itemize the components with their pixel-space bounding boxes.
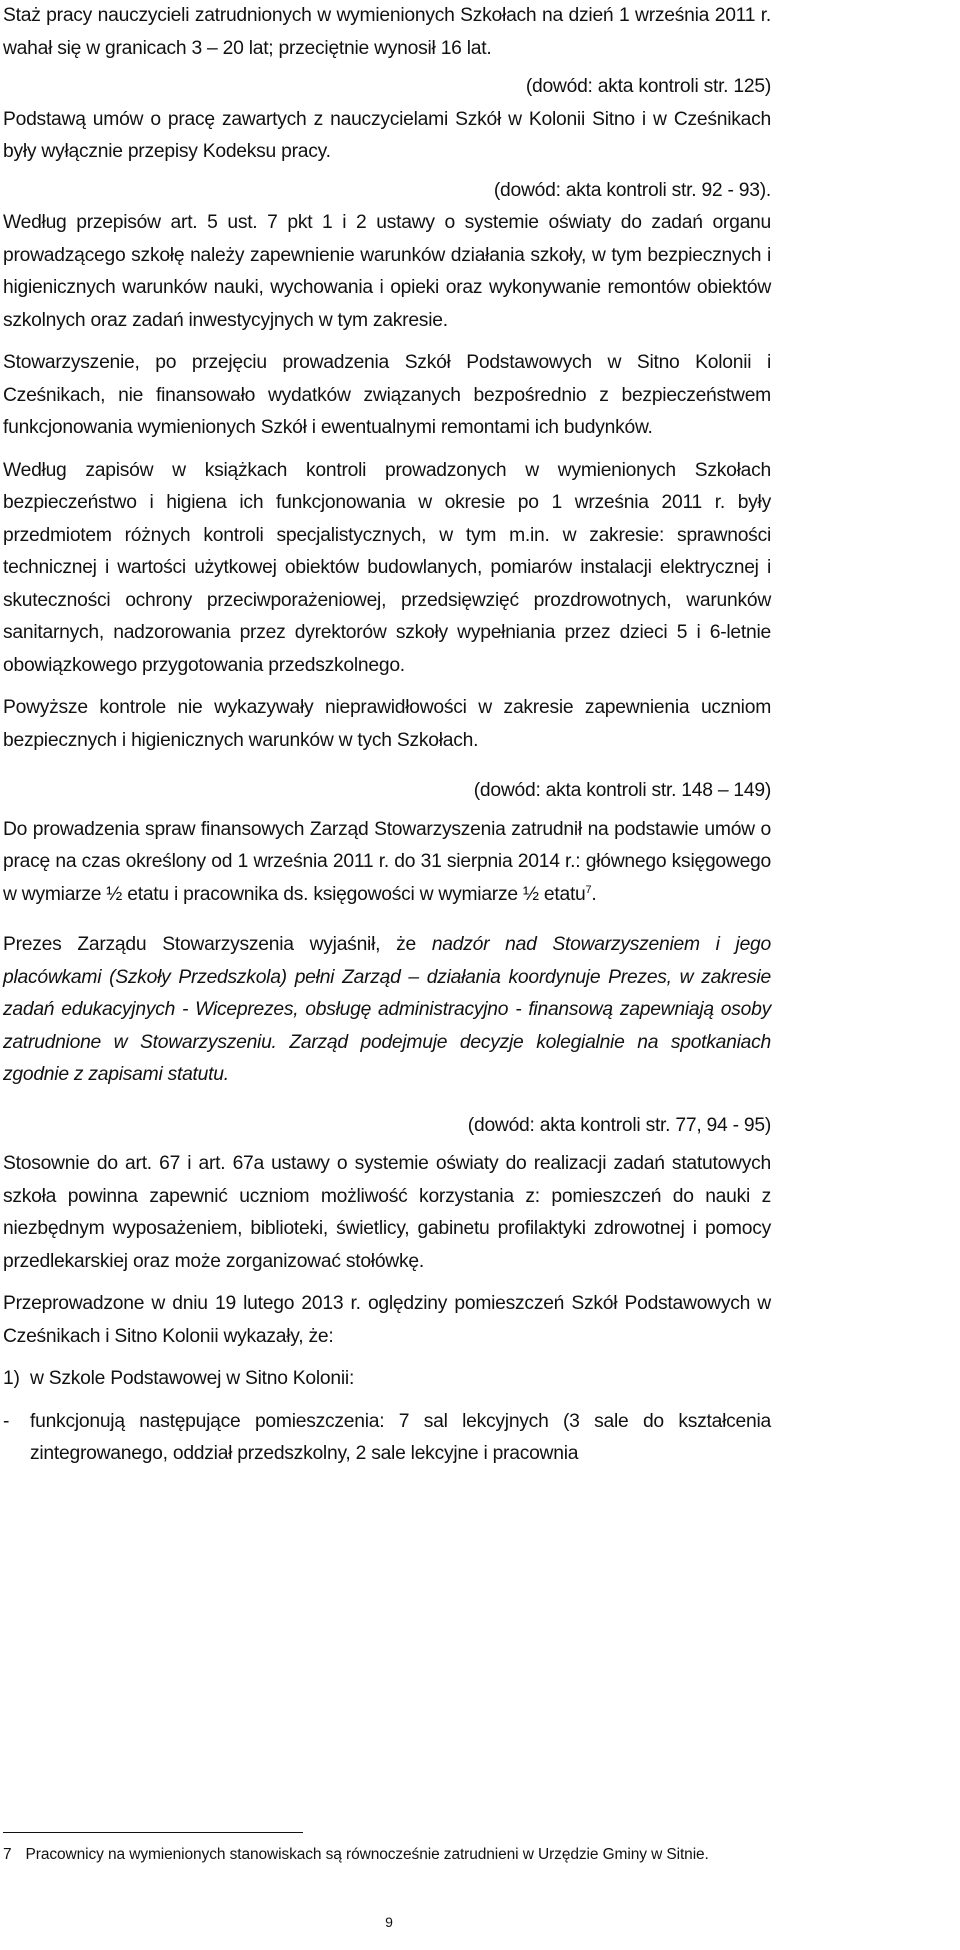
footnote-separator bbox=[3, 1832, 303, 1833]
paragraph-inspection-findings: Przeprowadzone w dniu 19 lutego 2013 r. oględziny pomieszczeń Szkół Podstawowych w Cześnikach i Sitno Kolonii wykazały, że: bbox=[3, 1293, 771, 1347]
paragraph-finance-staff bbox=[3, 814, 771, 912]
evidence-reference: (dowód: akta kontroli str. 77, 94 - 95) bbox=[467, 1114, 771, 1136]
footnote bbox=[3, 1843, 768, 1867]
paragraph-employment-basis: Podstawą umów o pracę zawartych z nauczycielami Szkół w Kolonii Sitno i w Cześnikach były wyłącznie przepisy Kodeksu pracy. bbox=[3, 108, 771, 162]
footnote-reference: 7 bbox=[585, 883, 592, 896]
paragraph-legal-duties: Według przepisów art. 5 ust. 7 pkt 1 i 2 ustawy o systemie oświaty do zadań organu prowadzącego szkołę należy zapewnienie warunków działania szkoły, w tym bezpiecznych i higienicznych warunków nauki, wychowania i opieki oraz wykonywanie remontów obiektów szkolnych oraz zadań inwestycyjnych w tym zakresie. bbox=[3, 212, 771, 331]
evidence-reference: (dowód: akta kontroli str. 125) bbox=[525, 76, 771, 97]
paragraph-president-explanation bbox=[3, 929, 771, 1092]
finance-staff-text: Do prowadzenia spraw finansowych Zarząd Stowarzyszenia zatrudnił na podstawie umów o pracę na czas określony od 1 września 2011 r. do 31 sierpnia 2014 r.: głównego księgowego w wymiarze ½ etatu i pracownika ds. księgowości w wymiarze ½ etatu bbox=[3, 818, 771, 905]
finance-staff-end: . bbox=[591, 883, 597, 905]
list-item-marker: 1) bbox=[3, 1368, 20, 1389]
paragraph-inspections: Według zapisów w książkach kontroli prowadzonych w wymienionych Szkołach bezpieczeństwo i higiena ich funkcjonowania w okresie po 1 września 2011 r. były przedmiotem różnych kontroli specjalistycznych, w tym m.in. w zakresie: sprawności technicznej i wartości użytkowej obiektów budowlanych, pomiarów instalacji elektrycznej i skuteczności ochrony przeciwporażeniowej, przedsięwzięć prozdrowotnych, warunków sanitarnych, nadzorowania przez dyrektorów szkoły wypełniania przez dzieci 5 i 6-letnie obowiązkowego przygotowania przedszkolnego. bbox=[3, 459, 771, 676]
president-explanation-quote: nadzór nad Stowarzyszeniem i jego placówkami (Szkoły Przedszkola) pełni Zarząd – działania koordynuje Prezes, w zakresie zadań edukacyjnych - Wiceprezes, obsługę administracyjno - finansową zapewniają osoby zatrudnione w Stowarzyszeniu. Zarząd podejmuje decyzje kolegialnie na spotkaniach zgodnie z zapisami statutu. bbox=[3, 934, 771, 1085]
list-item bbox=[3, 1406, 771, 1471]
paragraph-school-facilities-law: Stosownie do art. 67 i art. 67a ustawy o systemie oświaty do realizacji zadań statutowych szkoła powinna zapewnić uczniom możliwość korzystania z: pomieszczeń do nauki z niezbędnym wyposażeniem, biblioteki, świetlicy, gabinetu profilaktyki zdrowotnej i pomocy przedlekarskiej oraz może zorganizować stołówkę. bbox=[3, 1153, 771, 1272]
page-number: 9 bbox=[385, 1914, 393, 1930]
list-item-text: w Szkole Podstawowej w Sitno Kolonii: bbox=[30, 1368, 355, 1389]
footnote-mark: 7 bbox=[3, 1846, 12, 1863]
paragraph-association-funding: Stowarzyszenie, po przejęciu prowadzenia Szkół Podstawowych w Sitno Kolonii i Cześnikach, nie finansowało wydatków związanych bezpośrednio z bezpieczeństwem funkcjonowania wymienionych Szkół i ewentualnymi remontami ich budynków. bbox=[3, 352, 771, 438]
footnote-text: Pracownicy na wymienionych stanowiskach są równocześnie zatrudnieni w Urzędzie Gminy w Sitnie. bbox=[25, 1846, 709, 1863]
evidence-reference: (dowód: akta kontroli str. 148 – 149) bbox=[473, 780, 771, 801]
president-explanation-lead: Prezes Zarządu Stowarzyszenia wyjaśnił, że bbox=[3, 934, 432, 955]
evidence-reference: (dowód: akta kontroli str. 92 - 93). bbox=[493, 179, 771, 201]
list-item-text: funkcjonują następujące pomieszczenia: 7 sal lekcyjnych (3 sale do kształcenia zintegrowanego, oddział przedszkolny, 2 sale lekcyjne i pracownia bbox=[30, 1410, 771, 1464]
list-item-marker: - bbox=[3, 1410, 10, 1432]
list-item bbox=[3, 1363, 771, 1396]
paragraph-inspection-results: Powyższe kontrole nie wykazywały nieprawidłowości w zakresie zapewnienia uczniom bezpiecznych i higienicznych warunków w tych Szkołach. bbox=[3, 697, 771, 751]
paragraph-teacher-seniority: Staż pracy nauczycieli zatrudnionych w wymienionych Szkołach na dzień 1 września 2011 r. wahał się w granicach 3 – 20 lat; przeciętnie wynosił 16 lat. bbox=[3, 5, 771, 59]
